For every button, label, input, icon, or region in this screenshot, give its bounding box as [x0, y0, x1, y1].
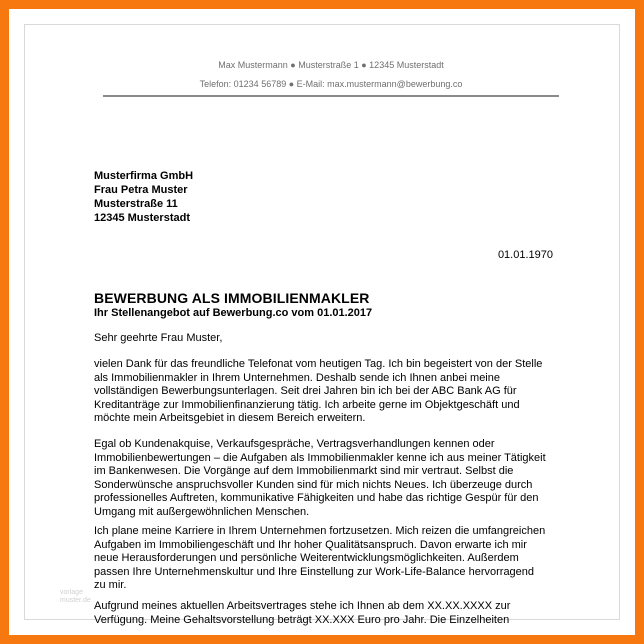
watermark [60, 589, 91, 605]
paragraph-line: neue Herausforderungen und persönliche Weiterentwicklungsmöglichkeiten. Außerdem [94, 552, 519, 564]
recipient-company: Musterfirma GmbH [94, 170, 194, 182]
paragraph-line: Aufgaben im Immobiliengeschäft und Ihr hoher Qualitätsanspruch. Davon erwarte ich mir [94, 538, 527, 551]
watermark-line: vorlage [60, 589, 83, 596]
header-divider [103, 95, 559, 97]
paragraph-line: Verfügung. Meine Gehaltsvorstellung beträgt XX.XXX Euro pro Jahr. Die Einzelheiten [94, 613, 510, 626]
letter-date: 01.01.1970 [497, 249, 553, 261]
paragraph-line: vollständigen Bewerbungsunterlagen. Seit drei Jahren bin ich bei der ABC Bank AG für [94, 385, 517, 397]
recipient-city: 12345 Musterstadt [94, 212, 190, 224]
recipient-contact: Frau Petra Muster [94, 184, 188, 196]
sender-contact: Telefon: 01234 56789 ● E-Mail: max.mustermann@bewerbung.co [199, 79, 463, 89]
body-paragraph-3 [94, 525, 556, 593]
paragraph-line: Ich plane meine Karriere in Ihrem Unternehmen fortzusetzen. Mich reizen die umfangreichen [94, 525, 546, 537]
sender-address: Max Mustermann ● Musterstraße 1 ● 12345 Musterstadt [218, 60, 444, 70]
paragraph-line: Umgang mit außergewöhnlichen Menschen. [94, 505, 310, 518]
paragraph-line: passen Ihre Unternehmenskultur und Ihre Einstellung zur Work-Life-Balance hervorragend [94, 565, 535, 578]
paragraph-line: Aufgrund meines aktuellen Arbeitsvertrages stehe ich Ihnen ab dem XX.XX.XXXX zur [94, 600, 511, 612]
paragraph-line: Kreditanträge zur Immobilienfinanzierung tätig. Ich arbeite gerne im Objektgeschäft und [94, 398, 520, 411]
paragraph-line: Immobilienbewertungen – die Aufgaben als Immobilienmakler kenne ich aus meiner Tätigkeit [94, 451, 546, 464]
paragraph-line: als Immobilienmakler in Ihrem Unternehmen. Deshalb sende ich Ihnen anbei meine [94, 371, 500, 384]
body-paragraph-4 [94, 600, 556, 627]
recipient-address-block [94, 169, 193, 225]
salutation: Sehr geehrte Frau Muster, [94, 332, 223, 344]
paragraph-line: im Bankenwesen. Die Vorgänge auf dem Immobilienmarkt sind mir vertraut. Selbst die [94, 465, 514, 477]
paragraph-line: professionelles Auftreten, kommunikative Fähigkeiten und habe das richtige Gespür für den [94, 492, 539, 504]
paragraph-line: vielen Dank für das freundliche Telefonat vom heutigen Tag. Ich bin begeistert von der Stelle [94, 358, 543, 370]
letter-subtitle: Ihr Stellenangebot auf Bewerbung.co vom 01.01.2017 [94, 307, 373, 319]
letter-title: BEWERBUNG ALS IMMOBILIENMAKLER [94, 290, 370, 306]
recipient-street: Musterstraße 11 [94, 198, 178, 210]
paragraph-line: Egal ob Kundenakquise, Verkaufsgespräche, Vertragsverhandlungen kennen oder [94, 438, 495, 450]
body-paragraph-1 [94, 358, 556, 426]
paragraph-line: möchte mein Arbeitsgebiet in diesem Bereich erweitern. [94, 412, 366, 424]
paragraph-line: Sonderwünsche anspruchsvoller Kunden sind für mich nichts Neues. Ich überzeuge durch [94, 478, 533, 491]
paragraph-line: zu mir. [94, 579, 127, 591]
body-paragraph-2 [94, 438, 556, 519]
watermark-line: muster.de [60, 597, 91, 604]
